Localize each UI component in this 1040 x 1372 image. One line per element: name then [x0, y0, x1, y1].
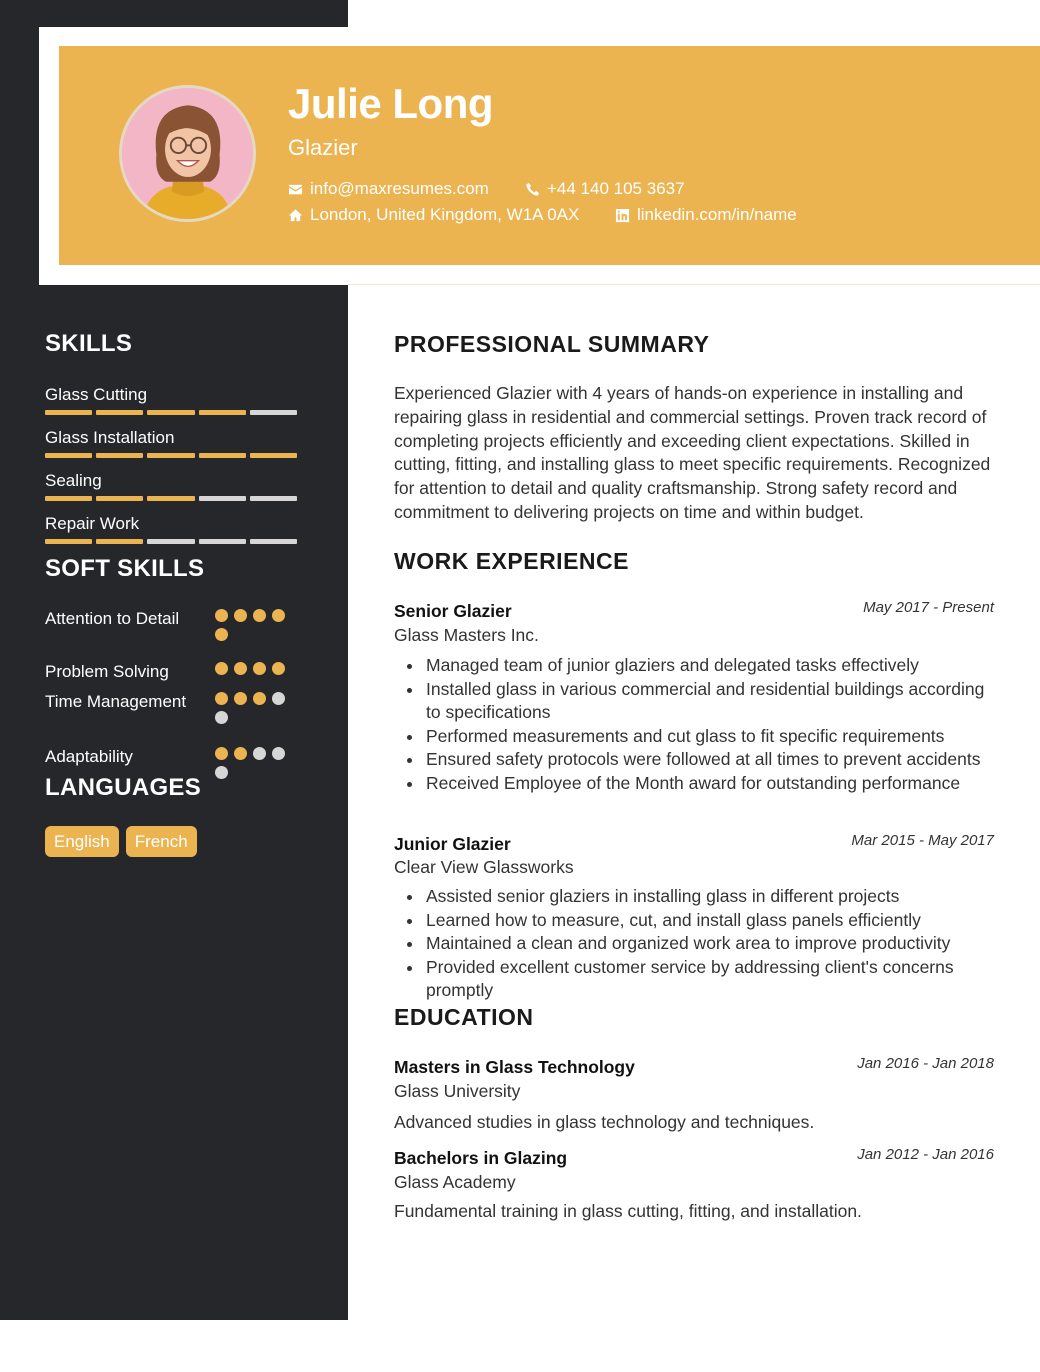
languages-heading: LANGUAGES: [45, 774, 202, 801]
summary-text: Experienced Glazier with 4 years of hands-on experience in installing and repairing glass in residential and commercial settings. Proven track record of completing projects efficiently and exceeding client expectations. Skilled in cutting, fitting, and installing glass to meet specific requirements. Recognized for attention to detail and quality craftsmanship. Strong safety record and commitment to delivering projects on time and within budget.: [394, 383, 991, 522]
rating-dot: [234, 692, 247, 705]
skill-level-segment: [96, 496, 143, 501]
header-divider: [348, 284, 1040, 285]
edu-degree: Bachelors in Glazing: [394, 1148, 568, 1168]
contact-address: [288, 205, 579, 225]
skill-level-segment: [45, 410, 92, 415]
edu-dates: Jan 2016 - Jan 2018: [857, 1055, 994, 1072]
job-dates: May 2017 - Present: [863, 599, 994, 616]
list-item: Managed team of junior glaziers and delegated tasks effectively: [394, 654, 994, 678]
soft-skills-heading: SOFT SKILLS: [45, 555, 205, 582]
job-company: Clear View Glassworks: [394, 857, 574, 877]
soft-skill-name: Time Management: [45, 692, 187, 711]
skill-level-segment: [147, 410, 194, 415]
candidate-name: Julie Long: [288, 80, 493, 127]
skill-level-segment: [96, 453, 143, 458]
skill-level-segment: [250, 410, 297, 415]
job-company: Glass Masters Inc.: [394, 625, 539, 645]
skill-level-bar: [45, 496, 301, 501]
list-item: Installed glass in various commercial and residential buildings according to specifications: [394, 678, 994, 725]
soft-skill-rating: [215, 662, 289, 675]
skill-level-segment: [199, 539, 246, 544]
skill-level-bar: [45, 410, 301, 415]
rating-dot: [215, 692, 228, 705]
rating-dot: [215, 711, 228, 724]
language-tag: English: [45, 826, 119, 857]
rating-dot: [253, 747, 266, 760]
rating-dot: [215, 628, 228, 641]
list-item: Maintained a clean and organized work area to improve productivity: [394, 932, 994, 956]
skill-level-bar: [45, 453, 301, 458]
skill-level-segment: [199, 453, 246, 458]
skill-name: Glass Installation: [45, 428, 175, 447]
job-bullets: [394, 885, 994, 1003]
skill-level-segment: [250, 496, 297, 501]
rating-dot: [253, 662, 266, 675]
languages-list: [45, 826, 197, 857]
skill-level-segment: [250, 539, 297, 544]
edu-degree: Masters in Glass Technology: [394, 1057, 635, 1077]
linkedin-icon: [615, 208, 630, 223]
rating-dot: [215, 766, 228, 779]
skill-item: [45, 383, 301, 415]
contact-linkedin-text: linkedin.com/in/name: [637, 205, 797, 224]
skill-level-segment: [45, 496, 92, 501]
edu-school: Glass Academy: [394, 1172, 516, 1192]
skill-item: [45, 426, 301, 458]
list-item: Learned how to measure, cut, and install glass panels efficiently: [394, 909, 994, 933]
portrait-image: [122, 88, 253, 219]
language-tag: French: [126, 826, 197, 857]
skill-level-segment: [147, 453, 194, 458]
skill-level-segment: [147, 496, 194, 501]
skill-level-segment: [45, 453, 92, 458]
candidate-role: Glazier: [288, 135, 358, 160]
phone-icon: [525, 182, 540, 197]
list-item: Performed measurements and cut glass to fit specific requirements: [394, 725, 994, 749]
contact-address-text: London, United Kingdom, W1A 0AX: [310, 205, 580, 224]
list-item: Assisted senior glaziers in installing glass in different projects: [394, 885, 994, 909]
skill-level-segment: [96, 539, 143, 544]
contact-linkedin[interactable]: [615, 205, 797, 225]
rating-dot: [234, 609, 247, 622]
soft-skill-item: [45, 660, 305, 683]
rating-dot: [272, 662, 285, 675]
education-heading: EDUCATION: [394, 1004, 534, 1030]
contact-email[interactable]: [288, 179, 489, 199]
envelope-icon: [288, 182, 303, 197]
contact-phone-text: +44 140 105 3637: [547, 179, 685, 198]
home-icon: [288, 208, 303, 223]
list-item: Provided excellent customer service by addressing client's concerns promptly: [394, 956, 994, 1003]
skill-name: Sealing: [45, 471, 102, 490]
soft-skill-name: Attention to Detail: [45, 609, 180, 628]
skills-heading: SKILLS: [45, 330, 133, 357]
rating-dot: [253, 609, 266, 622]
soft-skill-name: Adaptability: [45, 747, 133, 766]
rating-dot: [272, 609, 285, 622]
soft-skill-rating: [215, 609, 289, 641]
job-title: Senior Glazier: [394, 601, 512, 621]
rating-dot: [272, 747, 285, 760]
skill-level-segment: [250, 453, 297, 458]
soft-skill-item: [45, 607, 305, 630]
contact-email-text: info@maxresumes.com: [310, 179, 489, 198]
job-title: Junior Glazier: [394, 834, 511, 854]
skill-level-segment: [45, 539, 92, 544]
skill-level-segment: [199, 410, 246, 415]
experience-heading: WORK EXPERIENCE: [394, 548, 629, 574]
soft-skill-rating: [215, 692, 289, 724]
list-item: Received Employee of the Month award for outstanding performance: [394, 772, 994, 796]
job-dates: Mar 2015 - May 2017: [851, 832, 994, 849]
contact-phone[interactable]: [525, 179, 685, 199]
edu-description: Advanced studies in glass technology and techniques.: [394, 1112, 815, 1132]
edu-description: Fundamental training in glass cutting, fitting, and installation.: [394, 1201, 862, 1221]
rating-dot: [215, 747, 228, 760]
skill-level-segment: [147, 539, 194, 544]
skill-name: Glass Cutting: [45, 385, 148, 404]
skill-level-bar: [45, 539, 301, 544]
skill-name: Repair Work: [45, 514, 140, 533]
job-bullets: [394, 654, 994, 795]
rating-dot: [234, 662, 247, 675]
skill-level-segment: [199, 496, 246, 501]
rating-dot: [272, 692, 285, 705]
soft-skill-name: Problem Solving: [45, 662, 169, 681]
rating-dot: [215, 609, 228, 622]
rating-dot: [215, 662, 228, 675]
skill-level-segment: [96, 410, 143, 415]
soft-skill-rating: [215, 747, 289, 779]
rating-dot: [253, 692, 266, 705]
soft-skill-item: [45, 745, 305, 768]
edu-school: Glass University: [394, 1081, 521, 1101]
rating-dot: [234, 747, 247, 760]
skill-item: [45, 469, 301, 501]
skill-item: [45, 512, 301, 544]
list-item: Ensured safety protocols were followed at all times to prevent accidents: [394, 748, 994, 772]
summary-heading: PROFESSIONAL SUMMARY: [394, 331, 710, 357]
edu-dates: Jan 2012 - Jan 2016: [857, 1146, 994, 1163]
soft-skill-item: [45, 690, 305, 713]
avatar: [119, 85, 256, 222]
